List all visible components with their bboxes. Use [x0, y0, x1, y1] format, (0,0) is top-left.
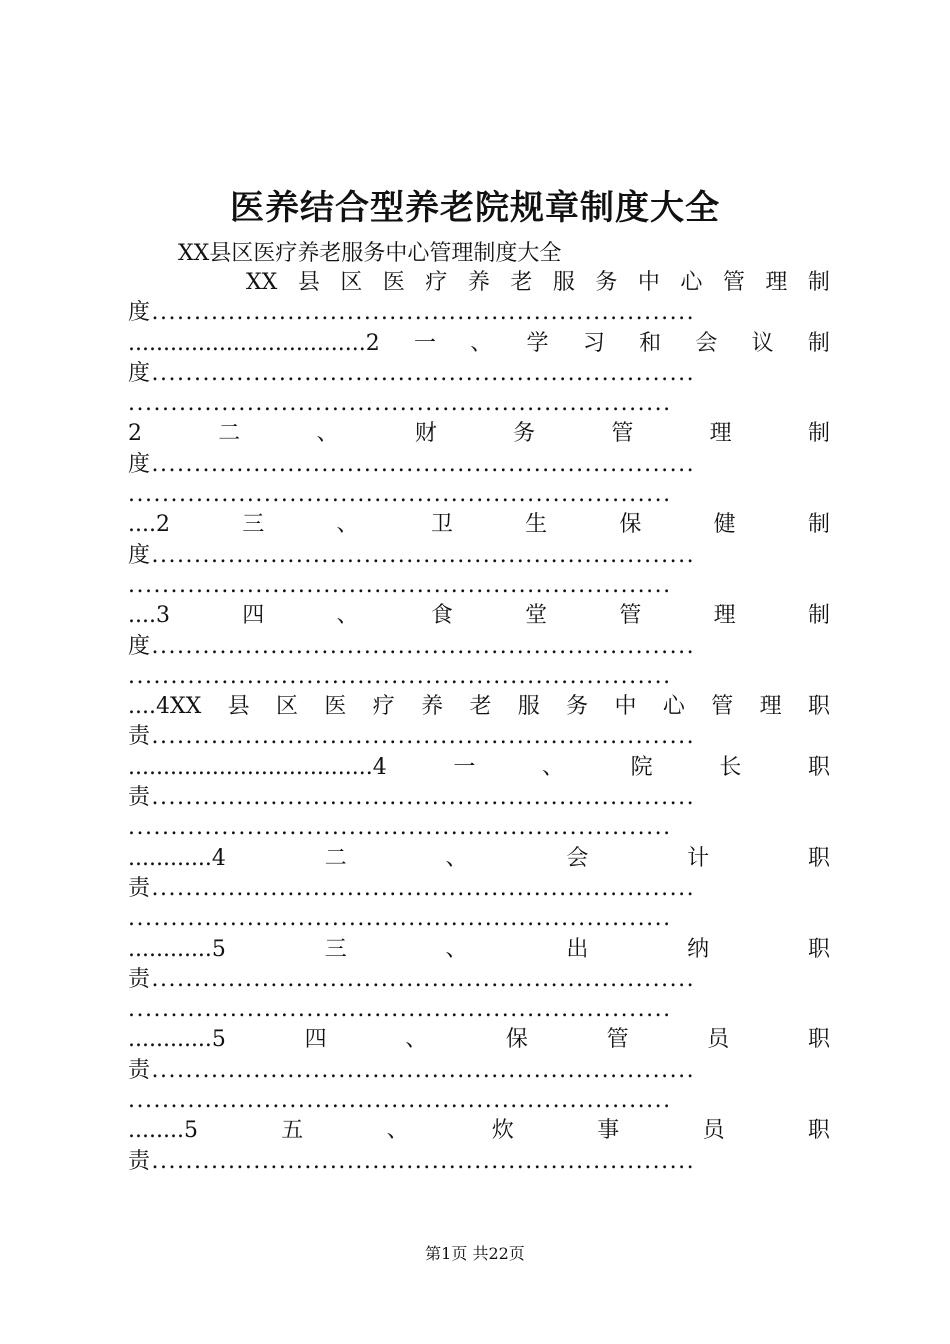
toc-token: 院 — [630, 754, 653, 780]
toc-token: 制 — [807, 330, 830, 356]
toc-line: ................................................................ — [128, 1088, 672, 1114]
toc-token: 县 — [227, 694, 250, 720]
toc-token: 四 — [242, 603, 265, 629]
toc-token: 、 — [336, 603, 359, 629]
toc-token: ....4XX — [128, 694, 202, 720]
document-subtitle: XX县区医疗养老服务中心管理制度大全 — [178, 241, 562, 266]
toc-token: 职 — [807, 754, 830, 780]
toc-token: ............5 — [128, 1027, 226, 1053]
toc-line: 度................................................................ — [128, 360, 696, 386]
toc-line: ................................................................ — [128, 906, 672, 932]
toc-token: 疗 — [372, 694, 395, 720]
toc-token: 县 — [297, 270, 320, 295]
toc-token: 管 — [606, 1027, 629, 1053]
toc-token: 卫 — [430, 512, 453, 538]
toc-token: 养 — [421, 694, 444, 720]
toc-token: 、 — [542, 754, 565, 780]
toc-token: 议 — [751, 330, 774, 356]
toc-token: 和 — [639, 330, 662, 356]
toc-token: 健 — [713, 512, 736, 538]
toc-token: 二 — [218, 421, 241, 447]
toc-token: 习 — [582, 330, 605, 356]
toc-token: 医 — [324, 694, 347, 720]
toc-line — [128, 1025, 830, 1055]
toc-line — [128, 601, 830, 631]
toc-token: 、 — [405, 1027, 428, 1053]
toc-token: 制 — [807, 270, 830, 295]
toc-token: 会 — [695, 330, 718, 356]
toc-line — [128, 268, 830, 298]
toc-token: 、 — [386, 1118, 409, 1144]
table-of-contents — [128, 268, 830, 1177]
toc-line: 责................................................................ — [128, 966, 696, 992]
toc-token: 三 — [324, 936, 347, 962]
toc-token: 服 — [552, 270, 575, 295]
toc-token: 管 — [711, 694, 734, 720]
toc-line: 度................................................................ — [128, 300, 696, 326]
toc-token: 务 — [566, 694, 589, 720]
toc-line: ................................................................ — [128, 391, 672, 417]
toc-token: 四 — [304, 1027, 327, 1053]
toc-line — [128, 692, 830, 722]
toc-line — [128, 753, 830, 783]
toc-token: 、 — [336, 512, 359, 538]
toc-token: 纳 — [687, 936, 710, 962]
toc-line: ................................................................ — [128, 572, 672, 598]
toc-token: 制 — [807, 421, 830, 447]
toc-token: 员 — [707, 1027, 730, 1053]
toc-token: 堂 — [525, 603, 548, 629]
toc-line — [128, 510, 830, 540]
toc-token: 炊 — [491, 1118, 514, 1144]
toc-token: 务 — [595, 270, 618, 295]
toc-token: 管 — [611, 421, 634, 447]
toc-line — [128, 329, 830, 359]
toc-line: 责................................................................ — [128, 724, 696, 750]
toc-token: ............4 — [128, 845, 226, 871]
toc-token: 管 — [619, 603, 642, 629]
toc-token: 职 — [807, 694, 830, 720]
toc-line — [128, 419, 830, 449]
toc-token: ....3 — [128, 603, 170, 629]
toc-token: 中 — [637, 270, 660, 295]
toc-token: 财 — [414, 421, 437, 447]
toc-token: 保 — [619, 512, 642, 538]
toc-token: 老 — [510, 270, 533, 295]
toc-token: 心 — [662, 694, 685, 720]
toc-token: 员 — [702, 1118, 725, 1144]
toc-token: 、 — [445, 936, 468, 962]
toc-token: 三 — [242, 512, 265, 538]
toc-line: ................................................................ — [128, 663, 672, 689]
toc-token: 出 — [566, 936, 589, 962]
toc-token: 学 — [526, 330, 549, 356]
toc-line — [128, 1116, 830, 1146]
toc-token: 食 — [430, 603, 453, 629]
toc-token: 心 — [680, 270, 703, 295]
toc-token: 区 — [340, 270, 363, 295]
toc-token: 区 — [276, 694, 299, 720]
toc-line: 度................................................................ — [128, 542, 696, 568]
toc-token: 管 — [722, 270, 745, 295]
toc-token: 、 — [445, 845, 468, 871]
toc-token: 一 — [414, 330, 437, 356]
toc-token: 事 — [597, 1118, 620, 1144]
toc-token: ...................................4 — [128, 754, 387, 780]
toc-token: 理 — [759, 694, 782, 720]
toc-line: 责................................................................ — [128, 1057, 696, 1083]
toc-token: 、 — [470, 330, 493, 356]
toc-token: 老 — [469, 694, 492, 720]
toc-token: 二 — [324, 845, 347, 871]
toc-token: 2 — [128, 421, 142, 447]
toc-token: 疗 — [425, 270, 448, 295]
toc-line: 度................................................................ — [128, 451, 696, 477]
toc-line: ................................................................ — [128, 815, 672, 841]
toc-token: 养 — [467, 270, 490, 295]
toc-line: ................................................................ — [128, 997, 672, 1023]
toc-token: ............5 — [128, 936, 226, 962]
toc-token: 五 — [281, 1118, 304, 1144]
toc-token: 服 — [517, 694, 540, 720]
toc-line: ................................................................ — [128, 482, 672, 508]
toc-token: 生 — [525, 512, 548, 538]
toc-token: 职 — [807, 1118, 830, 1144]
toc-token: 理 — [709, 421, 732, 447]
toc-token: 职 — [807, 1027, 830, 1053]
toc-token: 计 — [687, 845, 710, 871]
toc-line — [128, 935, 830, 965]
toc-token: 一 — [453, 754, 476, 780]
toc-token: 会 — [566, 845, 589, 871]
toc-token: 理 — [713, 603, 736, 629]
toc-line: 责................................................................ — [128, 785, 696, 811]
toc-token: 职 — [807, 936, 830, 962]
toc-token: 职 — [807, 845, 830, 871]
toc-token: 、 — [316, 421, 339, 447]
toc-token: 制 — [807, 603, 830, 629]
document-title: 医养结合型养老院规章制度大全 — [230, 188, 720, 228]
toc-token: 务 — [513, 421, 536, 447]
toc-line: 度................................................................ — [128, 633, 696, 659]
toc-token: ....2 — [128, 512, 170, 538]
toc-token: 中 — [614, 694, 637, 720]
toc-token: 长 — [719, 754, 742, 780]
toc-token: ........5 — [128, 1118, 198, 1144]
toc-token: ..................................2 — [128, 330, 380, 356]
toc-token: 保 — [505, 1027, 528, 1053]
page-footer: 第1页 共22页 — [425, 1244, 525, 1263]
toc-token: 医 — [382, 270, 405, 295]
toc-line: 责................................................................ — [128, 875, 696, 901]
toc-token: XX — [246, 270, 278, 295]
toc-token: 制 — [807, 512, 830, 538]
toc-token: 理 — [765, 270, 788, 295]
toc-line: 责................................................................ — [128, 1148, 696, 1174]
toc-line — [128, 844, 830, 874]
